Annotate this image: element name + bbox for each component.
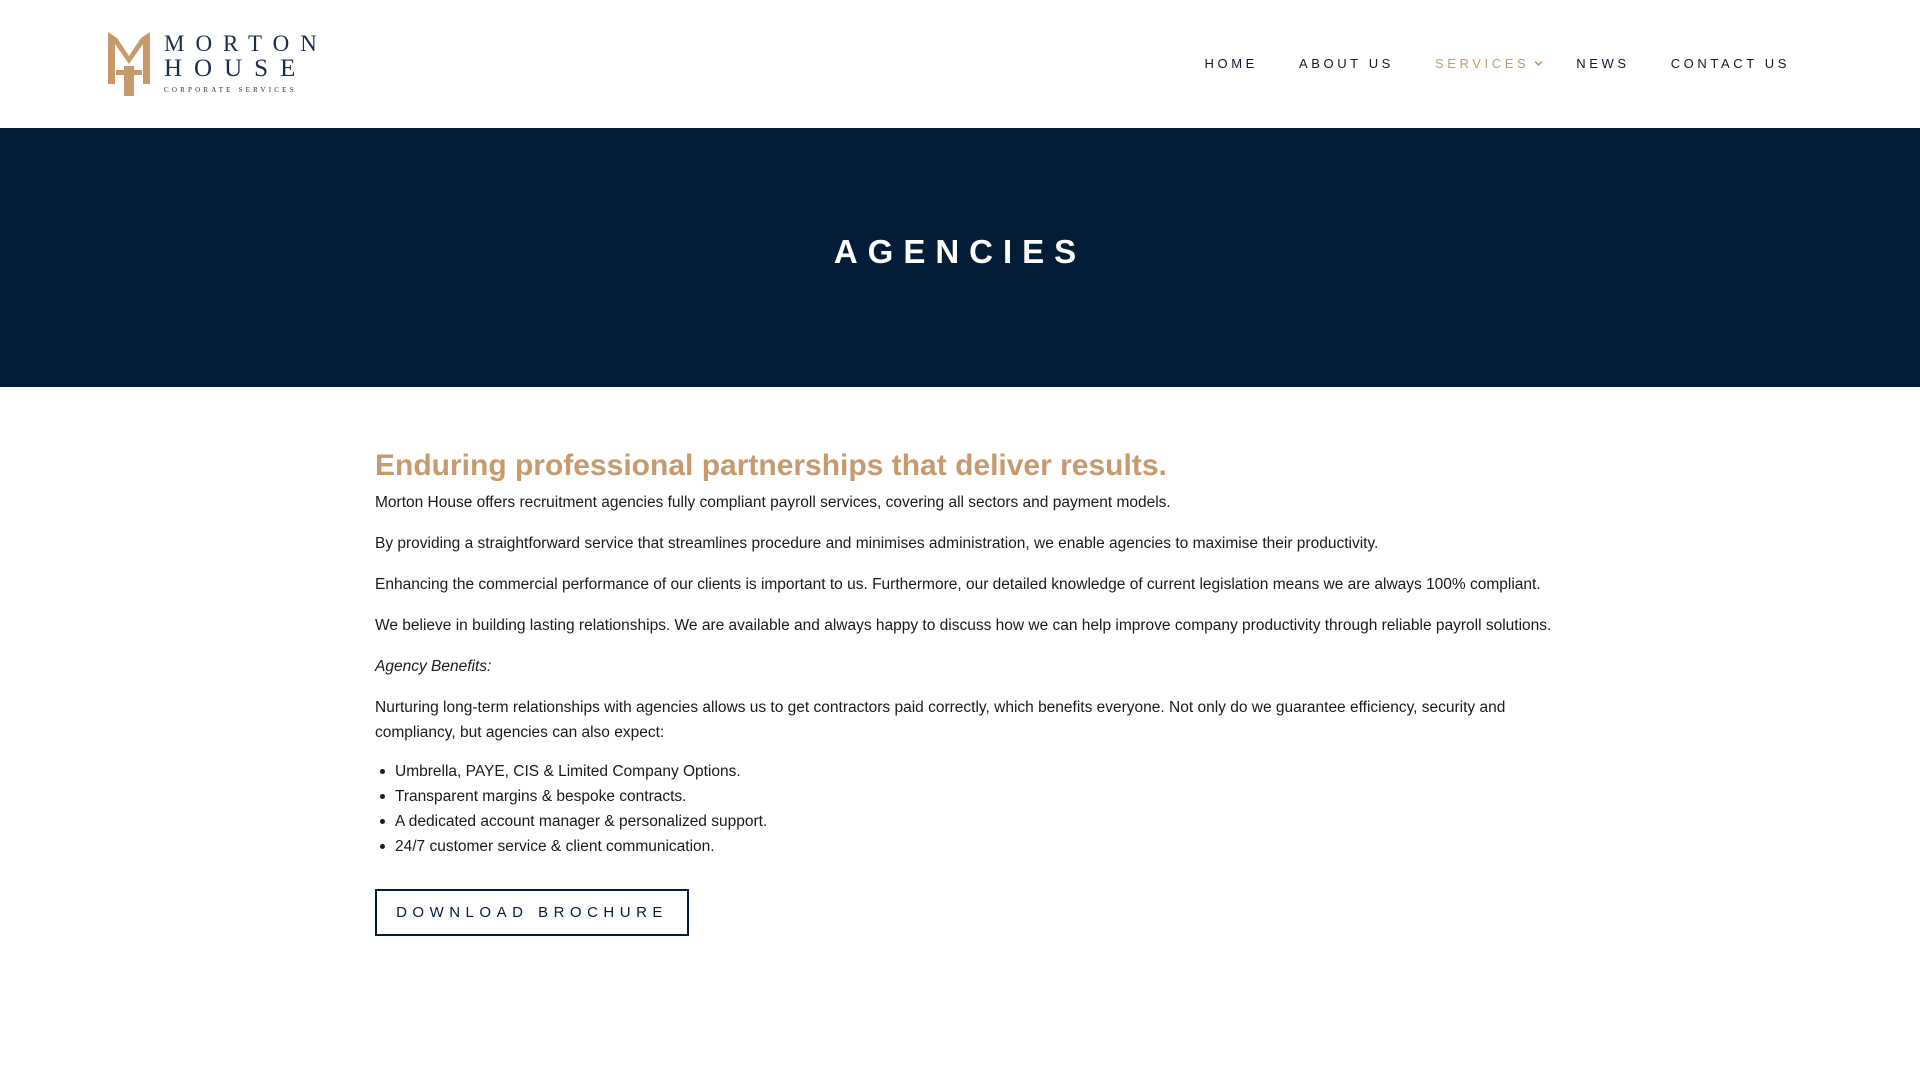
- nav-item-services-label: SERVICES: [1434, 56, 1530, 71]
- logo-tagline: CORPORATE SERVICES: [164, 86, 297, 94]
- mh-monogram-icon: [108, 30, 150, 96]
- logo-wordmark-line1: MORTON: [164, 31, 328, 56]
- nav-item-services[interactable]: [1435, 56, 1535, 71]
- logo-wordmark-line2: HOUSE: [164, 55, 308, 82]
- body-paragraph: We believe in building lasting relationships. We are available and always happy to discuss how we can help improve company productivity through reliable payroll solutions.: [375, 617, 1552, 634]
- section-headline: Enduring professional partnerships that deliver results.: [375, 449, 1167, 482]
- list-item: 24/7 customer service & client communication.: [375, 834, 1555, 859]
- nav-item-about-us[interactable]: ABOUT US: [1298, 56, 1394, 71]
- body-paragraph: Enhancing the commercial performance of our clients is important to us. Furthermore, our detailed knowledge of current legislation means we are always 100% compliant.: [375, 576, 1541, 593]
- nav-item-contact-us[interactable]: CONTACT US: [1670, 56, 1790, 71]
- list-item: Transparent margins & bespoke contracts.: [375, 784, 1555, 809]
- page-hero-banner: [0, 128, 1920, 387]
- site-logo[interactable]: [108, 30, 328, 96]
- nav-item-news[interactable]: NEWS: [1576, 56, 1630, 71]
- benefits-list: [375, 759, 1555, 859]
- site-header: [0, 0, 1920, 128]
- download-brochure-button[interactable]: DOWNLOAD BROCHURE: [375, 889, 689, 936]
- benefits-heading: Agency Benefits:: [375, 658, 492, 675]
- chevron-down-icon: [1534, 60, 1543, 67]
- list-item: A dedicated account manager & personalized support.: [375, 809, 1555, 834]
- nav-item-home[interactable]: HOME: [1204, 56, 1258, 71]
- benefits-intro: Nurturing long-term relationships with agencies allows us to get contractors paid correctly, which benefits everyone. Not only do we guarantee efficiency, security and compliancy, but agencies can also expect:: [375, 699, 1506, 741]
- list-item: Umbrella, PAYE, CIS & Limited Company Options.: [375, 759, 1555, 784]
- page-title: AGENCIES: [833, 233, 1087, 270]
- main-nav: [1164, 56, 1790, 71]
- intro-paragraph: Morton House offers recruitment agencies fully compliant payroll services, covering all sectors and payment models.: [375, 494, 1171, 511]
- main-content: [375, 447, 1555, 936]
- body-paragraph: By providing a straightforward service that streamlines procedure and minimises administration, we enable agencies to maximise their productivity.: [375, 535, 1379, 552]
